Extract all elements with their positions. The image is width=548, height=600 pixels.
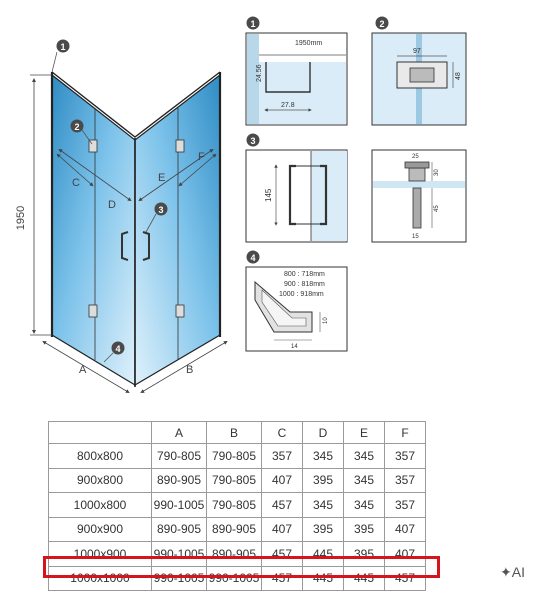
table-cell: 395 bbox=[344, 542, 385, 567]
seal-dim-bottom: 15 bbox=[412, 234, 419, 240]
detail-1-horizontal-dim: 27.8 bbox=[281, 102, 295, 109]
table-cell: 357 bbox=[385, 493, 426, 518]
detail-3-height: 145 bbox=[264, 188, 273, 202]
table-size-cell: 1000x1000 bbox=[49, 566, 152, 591]
table-header-row bbox=[49, 422, 426, 444]
table-header-cell: C bbox=[262, 422, 303, 444]
detail-4-height: 10 bbox=[323, 317, 329, 324]
table-cell: 357 bbox=[262, 444, 303, 469]
table-row bbox=[49, 493, 426, 518]
detail-4-line-1: 800 : 718mm bbox=[284, 271, 325, 278]
dim-label-b: B bbox=[186, 364, 194, 376]
dim-label-d: D bbox=[108, 199, 116, 211]
detail-4 bbox=[246, 251, 347, 352]
dim-label-f: F bbox=[198, 151, 205, 163]
seal-dim-right-upper: 30 bbox=[434, 169, 440, 176]
table-cell: 407 bbox=[385, 542, 426, 567]
svg-text:3: 3 bbox=[250, 136, 256, 146]
detail-2 bbox=[372, 17, 466, 126]
svg-text:1: 1 bbox=[60, 42, 66, 52]
table-cell: 395 bbox=[303, 517, 344, 542]
detail-4-width: 14 bbox=[291, 344, 298, 350]
table-cell: 407 bbox=[262, 517, 303, 542]
svg-text:3: 3 bbox=[158, 205, 164, 215]
table-cell: 395 bbox=[303, 468, 344, 493]
detail-1-vertical-dim: 24.56 bbox=[256, 64, 263, 82]
table-cell: 790-805 bbox=[207, 468, 262, 493]
table-row bbox=[49, 468, 426, 493]
table-row bbox=[49, 444, 426, 469]
table-cell: 345 bbox=[303, 493, 344, 518]
detail-3 bbox=[246, 134, 347, 243]
table-header-cell bbox=[49, 422, 152, 444]
table-cell: 990-1005 bbox=[207, 566, 262, 591]
hinge-bottom-right bbox=[176, 305, 184, 317]
table-cell: 457 bbox=[262, 493, 303, 518]
table-cell: 990-1005 bbox=[152, 542, 207, 567]
table-cell: 345 bbox=[344, 493, 385, 518]
table-header-cell: A bbox=[152, 422, 207, 444]
table-cell: 457 bbox=[262, 566, 303, 591]
watermark: ✦AI bbox=[500, 564, 525, 580]
enclosure-main bbox=[52, 72, 220, 387]
table-size-cell: 900x800 bbox=[49, 468, 152, 493]
table-cell: 457 bbox=[385, 566, 426, 591]
glass-panel-left bbox=[52, 75, 135, 385]
table-cell: 407 bbox=[262, 468, 303, 493]
dim-label-a: A bbox=[79, 364, 87, 376]
table-cell: 345 bbox=[344, 444, 385, 469]
dim-label-c: C bbox=[72, 177, 80, 189]
detail-1 bbox=[246, 17, 347, 126]
table-row bbox=[49, 542, 426, 567]
table-row bbox=[49, 517, 426, 542]
table-header-cell: B bbox=[207, 422, 262, 444]
dim-label-e: E bbox=[158, 172, 166, 184]
svg-text:4: 4 bbox=[250, 253, 256, 263]
hinge-bottom-left bbox=[89, 305, 97, 317]
detail-2-width: 97 bbox=[413, 48, 421, 55]
table-cell: 990-1005 bbox=[152, 566, 207, 591]
table-cell: 445 bbox=[303, 566, 344, 591]
detail-2-height: 48 bbox=[455, 72, 462, 80]
table-cell: 357 bbox=[385, 468, 426, 493]
table-cell: 990-1005 bbox=[152, 493, 207, 518]
table-cell: 445 bbox=[344, 566, 385, 591]
table-cell: 890-905 bbox=[152, 468, 207, 493]
table-header-cell: E bbox=[344, 422, 385, 444]
table-cell: 345 bbox=[303, 444, 344, 469]
svg-text:2: 2 bbox=[379, 19, 385, 29]
table-cell: 890-905 bbox=[207, 542, 262, 567]
table-cell: 790-805 bbox=[152, 444, 207, 469]
svg-text:4: 4 bbox=[115, 344, 121, 354]
table-header-cell: F bbox=[385, 422, 426, 444]
table-cell: 445 bbox=[303, 542, 344, 567]
table-cell: 790-805 bbox=[207, 444, 262, 469]
callout-1 bbox=[52, 40, 70, 73]
glass-panel-right bbox=[135, 75, 220, 385]
table-size-cell: 1000x900 bbox=[49, 542, 152, 567]
table-cell: 790-805 bbox=[207, 493, 262, 518]
table-row bbox=[49, 566, 426, 591]
seal-dim-right-lower: 45 bbox=[434, 205, 440, 212]
svg-text:1: 1 bbox=[250, 19, 256, 29]
detail-seal-section bbox=[372, 150, 466, 242]
detail-4-line-2: 900 : 818mm bbox=[284, 281, 325, 288]
table-cell: 890-905 bbox=[152, 517, 207, 542]
table-cell: 357 bbox=[385, 444, 426, 469]
height-label: 1950 bbox=[15, 205, 27, 231]
dimensions-table bbox=[48, 421, 426, 591]
seal-dim-top: 25 bbox=[412, 154, 419, 160]
table-cell: 890-905 bbox=[207, 517, 262, 542]
detail-4-line-3: 1000 : 918mm bbox=[279, 291, 324, 298]
detail-1-height: 1950mm bbox=[295, 40, 323, 47]
table-cell: 407 bbox=[385, 517, 426, 542]
table-header-cell: D bbox=[303, 422, 344, 444]
table-cell: 457 bbox=[262, 542, 303, 567]
table-size-cell: 800x800 bbox=[49, 444, 152, 469]
svg-text:2: 2 bbox=[74, 122, 80, 132]
table-cell: 345 bbox=[344, 468, 385, 493]
table-size-cell: 1000x800 bbox=[49, 493, 152, 518]
table-size-cell: 900x900 bbox=[49, 517, 152, 542]
hinge-top-right bbox=[176, 140, 184, 152]
table-cell: 395 bbox=[344, 517, 385, 542]
